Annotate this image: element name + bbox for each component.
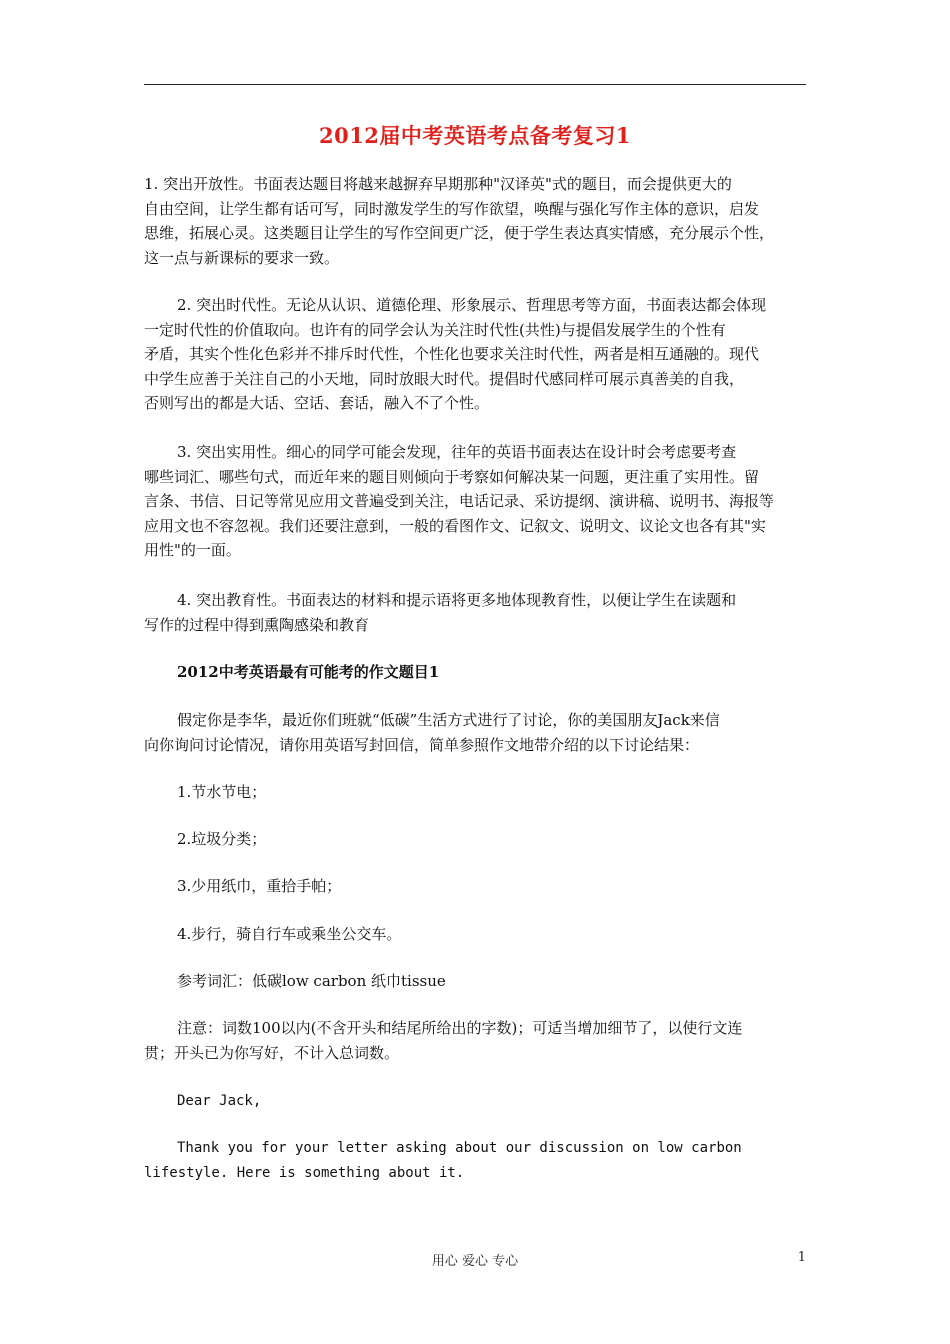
text-line: Dear Jack, (177, 1093, 262, 1109)
text-line: 2. 突出时代性。无论从认识、道德伦理、形象展示、哲理思考等方面，书面表达都会体现 (177, 296, 767, 314)
text-line: 1. 突出开放性。书面表达题目将越来越摒弃早期那种"汉译英"式的题目，而会提供更大的 (144, 175, 732, 193)
paragraph-practicality (144, 440, 806, 563)
list-item (144, 827, 806, 852)
text-line: 否则写出的都是大话、空话、套话，融入不了个性。 (144, 394, 490, 412)
letter-body (144, 1136, 806, 1185)
text-line: 这一点与新课标的要求一致。 (144, 248, 340, 267)
list-item-text: 1.节水节电； (177, 783, 267, 801)
list-item-text: 2.垃圾分类； (177, 830, 267, 848)
vocabulary-note (144, 969, 806, 994)
paragraph-openness (144, 172, 806, 270)
heading-text: 2012中考英语最有可能考的作文题目1 (177, 663, 440, 681)
text-line: 贯；开头已为你写好，不计入总词数。 (144, 1043, 400, 1062)
page-footer: 用心 爱心 专心 (431, 1254, 519, 1269)
document-title: 2012届中考英语考点备考复习1 (318, 123, 632, 148)
letter-salutation (144, 1089, 806, 1114)
text-line: 写作的过程中得到熏陶感染和教育 (144, 615, 370, 634)
text-line: 一定时代性的价值取向。也许有的同学会认为关注时代性(共性)与提倡发展学生的个性有 (144, 320, 726, 339)
text-line: 中学生应善于关注自己的小天地，同时放眼大时代。提倡时代感同样可展示真善美的自我， (144, 369, 745, 388)
paragraph-education (144, 588, 806, 637)
text-line: 矛盾，其实个性化色彩并不排斥时代性，个性化也要求关注时代性，两者是相互通融的。现代 (144, 345, 760, 363)
text-line: 向你询问讨论情况，请你用英语写封回信，简单参照作文地带介绍的以下讨论结果： (144, 735, 700, 754)
text-line: 自由空间，让学生都有话可写，同时激发学生的写作欲望，唤醒与强化写作主体的意识，启发 (144, 199, 760, 218)
list-item (144, 922, 806, 947)
section-heading (144, 660, 806, 685)
text-line: 用性"的一面。 (144, 541, 241, 559)
list-item-text: 3.少用纸巾，重拾手帕； (177, 877, 342, 895)
text-line: 言条、书信、日记等常见应用文普遍受到关注，电话记录、采访提纲、演讲稿、说明书、海报等 (144, 492, 775, 510)
text-line: 4. 突出教育性。书面表达的材料和提示语将更多地体现教育性，以便让学生在读题和 (177, 591, 737, 609)
text-line: lifestyle. Here is something about it. (144, 1164, 465, 1181)
list-item (144, 874, 806, 899)
list-item-text: 4.步行，骑自行车或乘坐公交车。 (177, 925, 402, 943)
word-count-note (144, 1016, 806, 1065)
text-line: 假定你是李华，最近你们班就“低碳”生活方式进行了讨论，你的美国朋友Jack来信 (177, 711, 720, 729)
page-number: 1 (797, 1250, 806, 1265)
text-line: 3. 突出实用性。细心的同学可能会发现，往年的英语书面表达在设计时会考虑要考查 (177, 443, 737, 461)
text-line: Thank you for your letter asking about our discussion on low carbon (177, 1140, 742, 1156)
text-line: 哪些词汇、哪些句式，而近年来的题目则倾向于考察如何解决某一问题，更注重了实用性。留 (144, 467, 760, 486)
paragraph-timeliness (144, 293, 806, 416)
header-rule (144, 84, 806, 85)
text-line: 思维，拓展心灵。这类题目让学生的写作空间更广泛，便于学生表达真实情感，充分展示个性， (144, 224, 775, 242)
text-line: 应用文也不容忽视。我们还要注意到，一般的看图作文、记叙文、说明文、议论文也各有其"实 (144, 516, 766, 535)
list-item (144, 780, 806, 805)
text-line: 注意：词数100以内(不含开头和结尾所给出的字数)；可适当增加细节了，以使行文连 (177, 1019, 743, 1037)
text-line: 参考词汇：低碳low carbon 纸巾tissue (177, 972, 446, 990)
task-prompt (144, 708, 806, 757)
